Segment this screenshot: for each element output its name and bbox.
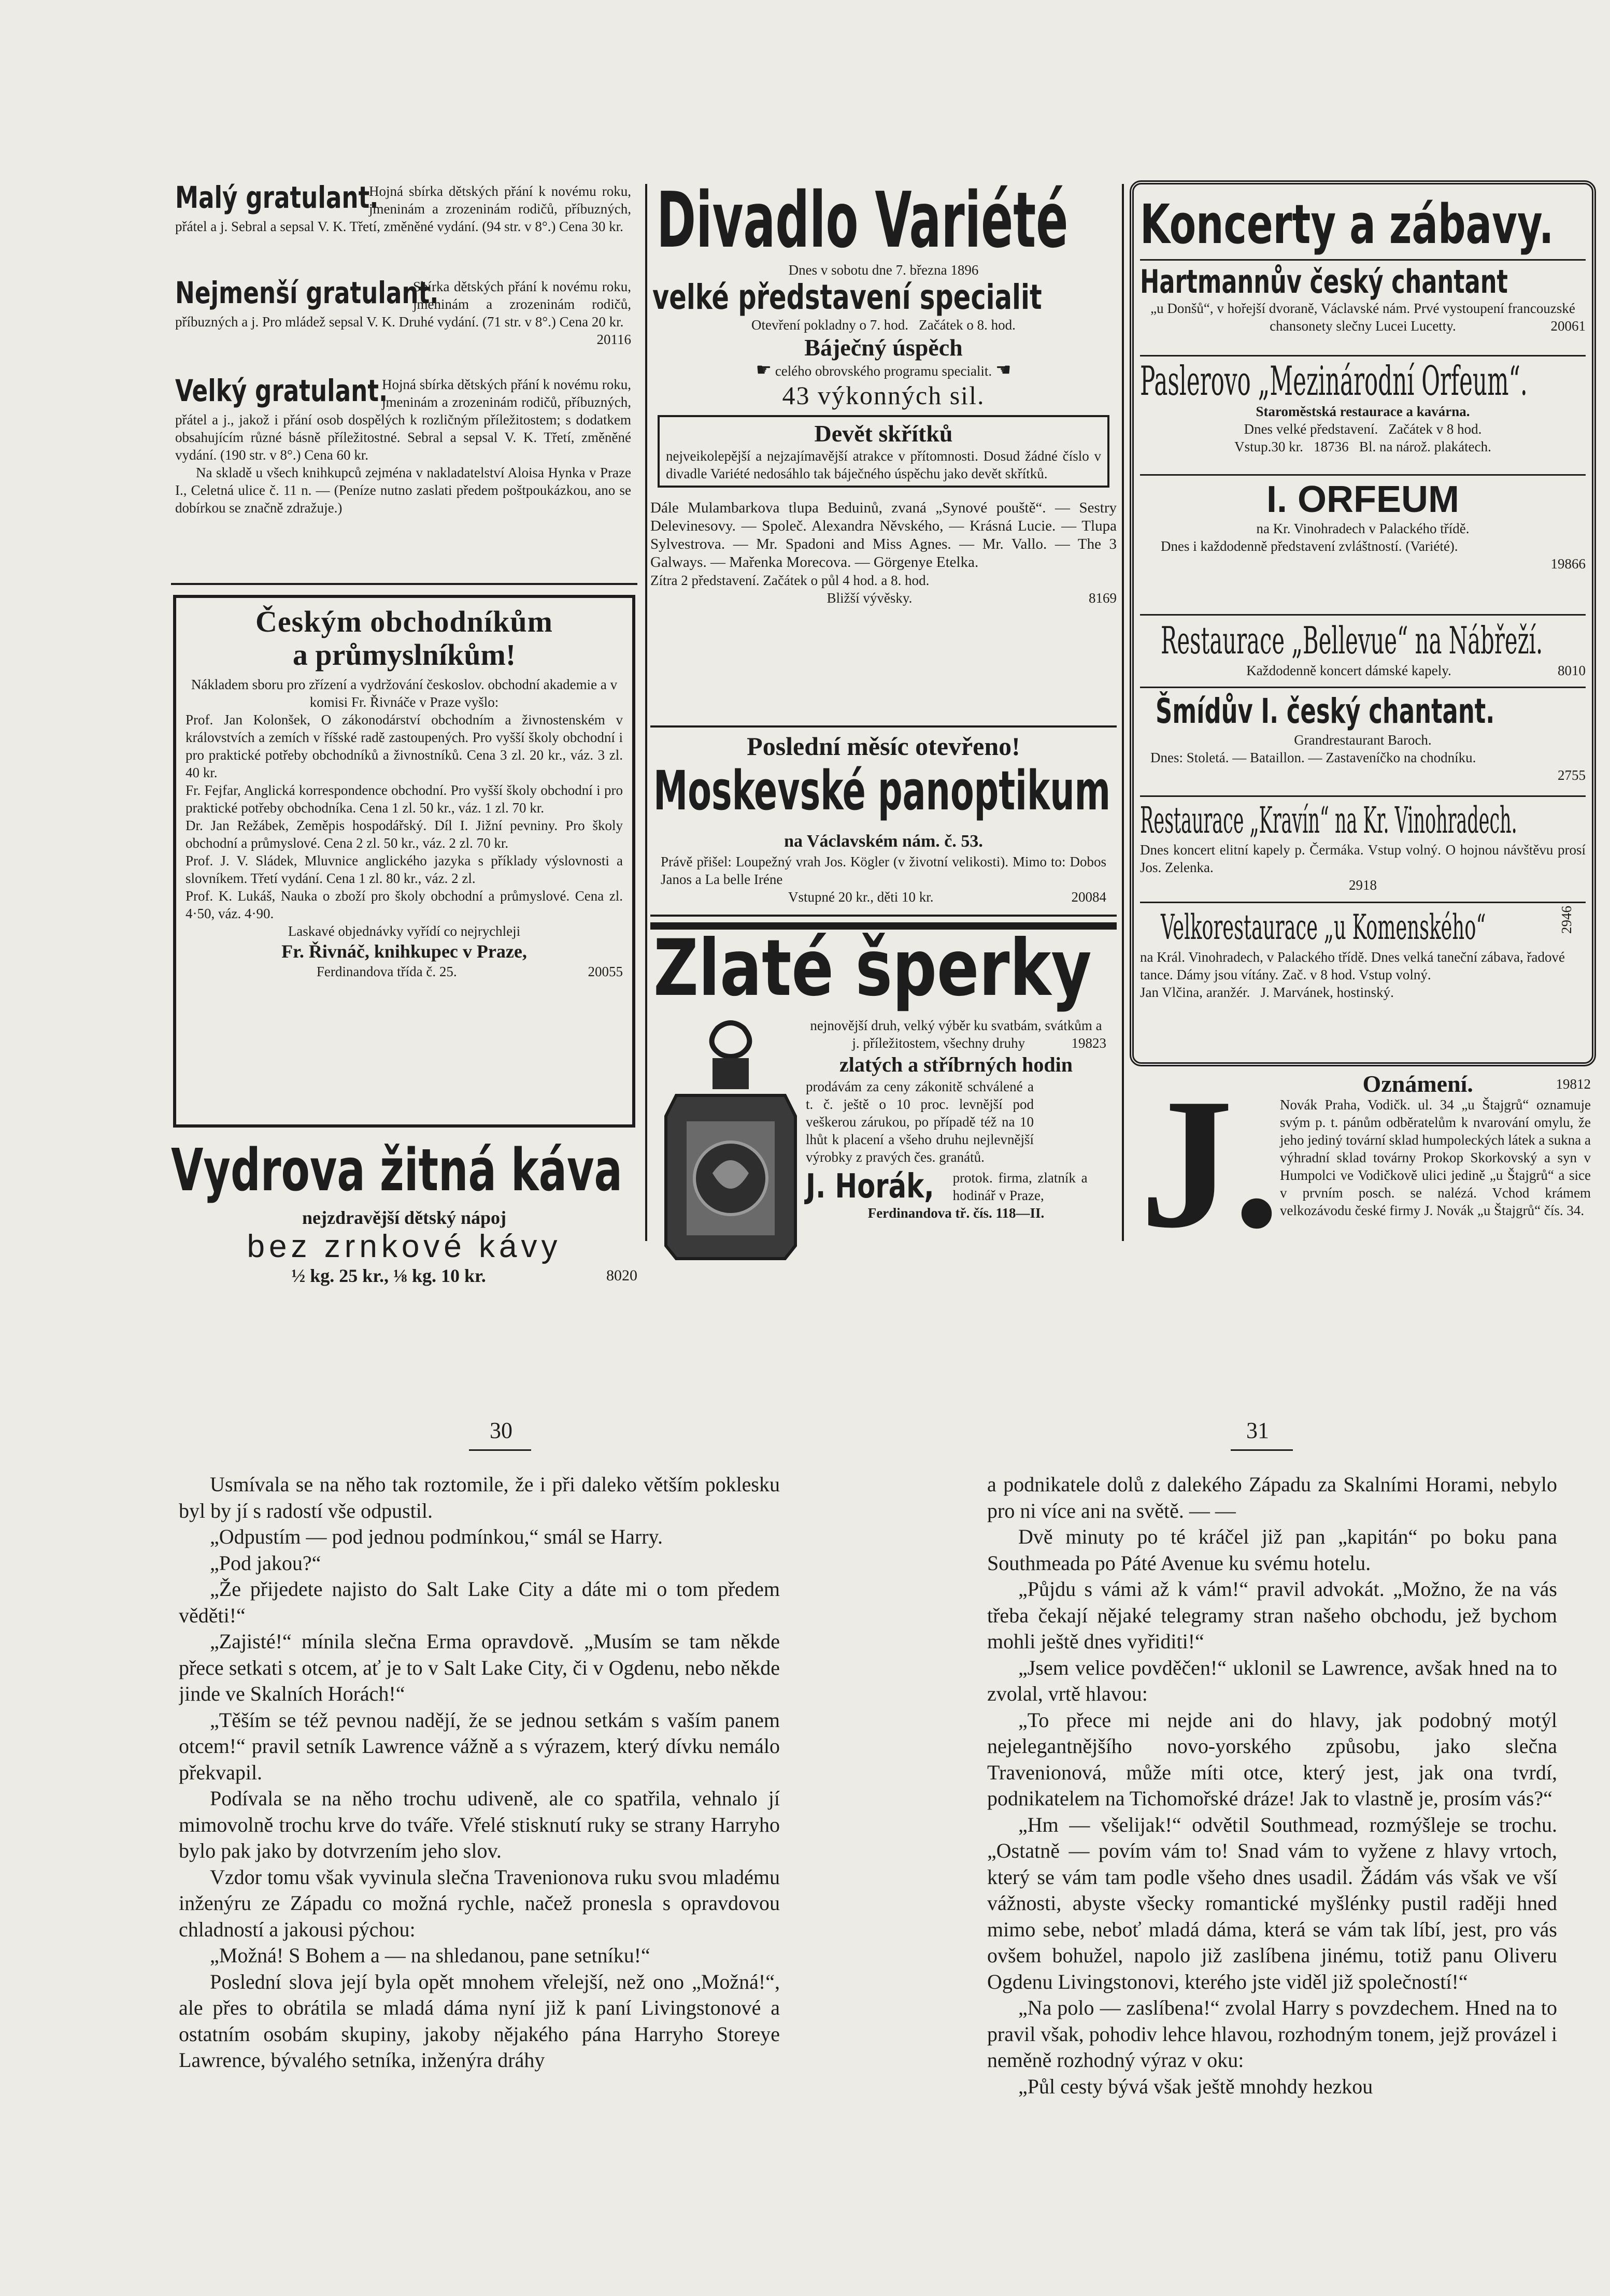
ad-title-2: a průmyslníkům! (292, 638, 516, 672)
paragraph: Vzdor tomu však vyvinula slečna Travenionova ruku svou mladému inženýru ze Západu co možná rychle, načež pronesla s opravdovou chladností a jakousi pýchou: (179, 1865, 780, 1941)
paragraph: a podnikatele dolů z dalekého Západu za Skalními Horami, nebylo pro ni více ani na světě. — — (987, 1473, 1557, 1522)
ad-firm-line (806, 1169, 1106, 1204)
ad-text: „u Donšů“, v hořejší dvoraně, Václavské nám. Prvé vystoupení francouzské chansonety slečny Lucei Lucetty. (1150, 301, 1575, 334)
ad-address: Ferdinandova tř. čís. 118—II. (867, 1205, 1045, 1221)
ad-title: Velkorestaurace „u Komenského“ (1161, 907, 1486, 947)
book-item: Prof. J. V. Sládek, Mluvnice anglického jazyka s příklady výslovnosti a slovníkem. Třetí vydání. Cena 1 zl. 80 kr., váz. 2 zl. (186, 853, 623, 886)
ad-text: Každodenně koncert dámské kapely. 8010 (1246, 663, 1586, 678)
ad-title: Oznámení. (1362, 1071, 1473, 1097)
ad-text: na Kr. Vinohradech v Palackého třídě. (1256, 521, 1470, 536)
right-ad-column (1130, 176, 1599, 1306)
ad-address: Ferdinandova třída č. 25. 20055 (316, 964, 623, 979)
ad-skritku-box (658, 415, 1109, 488)
ad-text: na Král. Vinohradech, v Palackého třídě. Dnes velká taneční zábava, řadové tance. Dámy jsou vítány. Zač. v 8 hod. Vstup volný. (1140, 949, 1565, 982)
ad-intro: Nákladem sboru pro zřízení a vydržování českoslov. obchodní akademie a v komisi Fr. Řivnáče v Praze vyšlo: (191, 677, 618, 710)
divider (1140, 474, 1586, 476)
ad-title: Moskevské panoptikum (653, 759, 1110, 822)
ad-title: Hartmannův český chantant (1140, 263, 1508, 301)
middle-ad-column (650, 176, 1117, 1306)
ad-entry: Vstupné 20 kr., děti 10 kr. 20084 (788, 889, 1106, 905)
ad-title: Šmídův I. český chantant. (1156, 691, 1495, 731)
paragraph: „Že přijedete najisto do Salt Lake City a dáte mi o tom předem věděti!“ (179, 1577, 780, 1627)
ad-bellevue (1140, 619, 1586, 679)
ad-price-line: ½ kg. 25 kr., ⅛ kg. 10 kr. 8020 (291, 1265, 637, 1286)
paragraph: „Hm — všelijak!“ odvětil Southmead, rozmýšleje se trochu. „Ostatně — povím vám to! Snad vám to vyžene z hlavy vrtoch, který se vám tam podle všeho dnes usadil. Žádám vás však ve vší vážnosti, abyste všecky romantické myšlénky pustil raději hned mimo sebe, neboť mladá dáma, která se vám tak líbí, jest, pro vás ovšem bohužel, napolo již zaslíbena jinému, totiž panu Oliveru Ogdenu Livingstonovi, kterého jste viděl již společností!“ (987, 1813, 1557, 1993)
divider (650, 915, 1117, 917)
ad-zlate-sperky (650, 922, 1117, 1292)
paragraph: „Jsem velice povděčen!“ uklonil se Lawrence, avšak hned na to zvolal, vrtě hlavou: (987, 1656, 1557, 1705)
ad-subtitle: Grandrestaurant Baroch. (1294, 732, 1432, 748)
book-item: Prof. Jan Kolonšek, O zákonodárství obchodním a živnostenském v královstvích a zemích v říšské radě zastoupených. Pro vyšší školy obchodní i pro praktické potřeby obchodníků a živnostníků. Cena 3 zl. 20 kr., váz. 3 zl. 40 kr. (186, 712, 623, 780)
ad-hartmann (1140, 264, 1586, 335)
ad-title: Nejmenší gratulant. (175, 275, 439, 310)
pointing-hand-left-icon: ☚ (995, 361, 1011, 380)
section-title-koncerty: Koncerty a zábavy. (1140, 193, 1554, 256)
ad-orfeum (1140, 479, 1586, 573)
ad-subtitle: Staroměstská restaurace a kavárna. (1256, 404, 1470, 419)
divider (171, 583, 637, 585)
ad-text: Dnes koncert elitní kapely p. Čermáka. Vstup volný. O hojnou návštěvu prosí Jos. Zelenka. (1140, 842, 1586, 875)
paragraph: „Půjdu s vámi až k vám!“ pravil advokát. „Možno, že na vás třeba čekají nějaké telegramy stran našeho obchodu, jež bychom mohli ještě dnes vyřiditi!“ (987, 1577, 1557, 1653)
ad-velky-gratulant (175, 373, 631, 517)
page-30-text (179, 1472, 780, 2218)
ad-code: 20061 (1550, 318, 1586, 334)
ad-text: Sbírka dětských přání k novému roku, jmeninám a zrozeninám rodičů, příbuzných a j. Pro mládež sepsal V. K. Druhé vydání. (71 str. v 8°.) Cena 20 kr. (175, 279, 631, 330)
ad-title-line (1140, 906, 1586, 948)
ad-code: 20116 (596, 332, 631, 347)
paragraph: „Pod jakou?“ (210, 1551, 321, 1575)
box-text: nejveikolepější a nejzajímavější atrakce v přítomnosti. Dosud žádné číslo v divadle Variété nedosáhlo tak báječného úspěchu jako devět skřítků. (666, 448, 1101, 481)
ad-smidu (1140, 692, 1586, 784)
ad-success: Báječný úspěch (804, 334, 963, 361)
divider (1140, 614, 1586, 616)
ad-poster: Bližší vývěsky. 8169 (827, 590, 1117, 606)
ad-panoptikum (650, 731, 1117, 906)
ad-kravin (1140, 800, 1586, 894)
ad-title: Restaurace „Kravín“ na Kr. Vinohradech. (1140, 799, 1517, 842)
page-number-underline (1231, 1449, 1293, 1451)
ad-title: Restaurace „Bellevue“ na Nábřeží. (1161, 619, 1543, 662)
page-number-31: 31 (1246, 1418, 1269, 1443)
divider (1140, 902, 1586, 903)
paragraph: Podívala se na něho trochu udiveně, ale co spatřila, vehnalo jí mimovolně trochu krve do tváře. Vřelé stisknutí ruky se strany Harryho bylo pak jako by dotvrzením jeho slov. (179, 1787, 780, 1862)
divider (650, 725, 1117, 728)
ad-title: Divadlo Variété (657, 176, 1068, 265)
ad-body (806, 1017, 1106, 1222)
paragraph: Usmívala se na něho tak roztomile, že i při daleko větším poklesku byl by jí s radostí vše odpustil. (179, 1473, 780, 1522)
ad-code: 2946 (1559, 906, 1574, 934)
page-number-underline (469, 1449, 531, 1451)
ad-text: Právě přišel: Loupežný vrah Jos. Kögler (v životní velikosti). Mimo to: Dobos Janos a La belle Iréne (661, 854, 1106, 887)
ad-date: Dnes v sobotu dne 7. března 1896 (788, 262, 979, 278)
ad-text: Dnes: Stoletá. — Bataillon. — Zastaveníčko na chodníku. (1150, 750, 1476, 765)
paragraph: Poslední slova její byla opět mnohem vřelejší, než ono „Možná!“, ale přes to obrátila se mladá dáma nyní již k paní Livingstonové a ostatním osobám skupiny, jakoby nějakého pána Harryho Storeye Lawrence, bývalého setníka, inženýra dráhy (179, 1970, 780, 2072)
ad-text-2: Jan Vlčina, aranžér. J. Marvánek, hostinský. (1140, 985, 1394, 1000)
ad-code: 19866 (1550, 556, 1586, 572)
ad-text-3: prodávám za ceny zákonitě schválené a t. č. ještě o 10 proc. levnější pod veškerou zárukou, po případě též na 10 lhůt k placení a všeho druhu nejlevnější výrobky z pravých čes. granátů. (806, 1079, 1034, 1165)
ad-firm: J. Horák, (806, 1167, 934, 1206)
ad-divadlo-variete (650, 176, 1117, 607)
ad-subtitle: nejzdravější dětský nápoj (302, 1207, 506, 1228)
ad-body (1280, 1071, 1591, 1219)
perfume-bottle-icon (656, 1018, 806, 1261)
column-divider (1122, 184, 1124, 1241)
ad-text-2: zlatých a stříbrných hodin (839, 1053, 1073, 1076)
book-item: Fr. Fejfar, Anglická korrespondence obchodní. Pro vyšší školy obchodní i pro praktické potřeby obchodníka. Cena 1 zl. 50 kr., váz. 1 zl. 70 kr. (186, 782, 623, 816)
ad-location: na Václavském nám. č. 53. (784, 832, 983, 851)
ad-firm: Fr. Řivnáč, knihkupec v Praze, (281, 941, 527, 962)
ad-code: 2755 (1558, 767, 1586, 783)
left-ad-column (171, 176, 637, 1342)
ad-banner: Poslední měsíc otevřeno! (747, 732, 1020, 761)
pointing-hand-icon: ☛ (756, 361, 772, 380)
ad-title: I. ORFEUM (1266, 479, 1459, 520)
paragraph: Dvě minuty po té kráčel již pan „kapitán“ po boku pana Southmeada po Páté Avenue ku svému hotelu. (987, 1525, 1557, 1575)
ad-title: Vydrova žitná káva (171, 1137, 622, 1204)
book-item: Dr. Jan Režábek, Zeměpis hospodářský. Díl I. Jižní pevniny. Pro školy obchodní a průmyslové. Cena 2 zl. 50 kr., váz. 2 zl. 70 kr. (186, 818, 623, 851)
ad-vydrova-kava (171, 1137, 637, 1287)
ad-big-letter: J. (1140, 1060, 1280, 1266)
page-31-text (987, 1472, 1557, 2218)
ad-text: Hojná sbírka dětských přání k novému roku, jmeninám a zrozeninám rodičů, příbuzných, přátel a j. Sebral a sepsal V. K. Třetí, změněné vydání. (94 str. v 8°.) Cena 30 kr. (175, 183, 631, 234)
ad-closing: Laskavé objednávky vyřídí co nejrychleji (288, 923, 521, 939)
ad-nejmensi-gratulant (175, 275, 631, 348)
ad-title: Velký gratulant. (175, 373, 388, 408)
ad-code: 19812 (1556, 1076, 1591, 1092)
paragraph: „Na polo — zaslíbena!“ zvolal Harry s povzdechem. Hned na to pravil však, pohodiv lehce hlavou, rozhodným tonem, jejž provázel i neměně rozhodný výraz v oku: (987, 1996, 1557, 2072)
ad-title: Českým obchodníkům (255, 605, 553, 638)
paragraph: „Těším se též pevnou nadějí, že se jednou setkám s vaším panem otcem!“ pravil setník Lawrence vážně a s výrazem, který dívku nemálo překvapil. (179, 1708, 780, 1784)
book-item: Prof. K. Lukáš, Nauka o zboží pro školy obchodní a průmyslové. Cena zl. 4·50, váz. 4·90. (186, 888, 623, 921)
paragraph: „Zajisté!“ mínila slečna Erma opravdově. „Musím se tam někde přece setkati s otcem, ať je to v Salt Lake City, či v Ogdenu, nebo někde jinde ve Skalních Horách!“ (179, 1630, 780, 1705)
ad-komensky (1140, 906, 1586, 1001)
page-number-30: 30 (490, 1418, 512, 1443)
ad-count: 43 výkonných sil. (782, 381, 985, 410)
ad-times: Otevření pokladny o 7. hod. Začátek o 8. hod. (751, 317, 1016, 333)
ad-text: Dnes velké představení. Začátek v 8 hod. (1244, 421, 1482, 437)
paragraph: „To přece mi nejde ani do hlavy, jak podobný motýl nejelegantnějšího novo-yorského způsobu, jako slečna Travenionová, může míti otce, který jest, jak ona tvrdí, podnikatelem na Tichomořské dráze! Jak to vlastně je, prosím vás?“ (987, 1708, 1557, 1810)
ad-subtitle-2: bez zrnkové kávy (247, 1229, 562, 1264)
ad-text: Novák Praha, Vodičk. ul. 34 „u Štajgrů“ oznamuje svým p. t. pánům odběratelům k nvarování omylu, že jeho jediný tovární sklad humpoleckých látek a sukna a výhradní sklad továrny Prokop Skorkovský a syn v Humpolci ve Vodičkově ulici jedině „u Štajgrů“ a sice v prvním posch. se nalézá. Vchod krámem velkozávodu české firmy J. Novák „u Štajgrů“ čís. 34. (1280, 1097, 1591, 1218)
ad-obchodnikum (173, 595, 635, 1128)
divider (1140, 687, 1586, 688)
ad-title: Paslerovo „Mezinárodní Orfeum“. (1140, 358, 1528, 405)
paragraph: „Možná! S Bohem a — na shledanou, pane setníku!“ (210, 1944, 650, 1967)
ad-headline: velké představení specialit (652, 277, 1042, 317)
ad-orfeum-mezinarodni (1140, 360, 1586, 455)
ad-maly-gratulant (175, 182, 631, 235)
ad-firm-desc: protok. firma, zlatník a hodinář v Praze, (952, 1170, 1088, 1203)
ad-title: Zlaté šperky (653, 923, 1092, 1014)
divider (1140, 355, 1586, 356)
paragraph: „Půl cesty bývá však ještě mnohdy hezkou (1018, 2074, 1373, 2098)
box-title: Devět skřítků (814, 420, 953, 447)
ad-program: ☛ celého obrovského programu specialit. ☚ (756, 361, 1011, 380)
divider (1140, 259, 1586, 261)
divider (1140, 795, 1586, 797)
ad-title: Malý gratulant. (175, 180, 379, 215)
ad-code: 2918 (1349, 877, 1377, 893)
ad-text-2: Vstup.30 kr. 18736 Bl. na nárož. plakátech. (1234, 439, 1491, 454)
ad-title-line (1280, 1071, 1591, 1097)
ad-tomorrow: Zítra 2 představení. Začátek o půl 4 hod. a 8. hod. (650, 573, 930, 588)
ad-text-1: nejnovější druh, velký výběr ku svatbám, svátkům a j. příležitostem, všechny druhy 19823 (810, 1018, 1106, 1051)
ad-publisher-note: Na skladě u všech knihkupců zejména v nakladatelství Aloisa Hynka v Praze I., Celetná ulice č. 11 n. — (Peníze nutno zaslati předem poštpoukázkou, ano se dobírkou se značně zdražuje.) (175, 465, 631, 516)
ad-more: Dále Mulambarkova tlupa Beduinů, zvaná „Synové pouště“. — Sestry Delevinesovy. — Společ. Alexandra Něvského, — Krásná Lucie. — Tlupa Sylvestrova. — Mr. Spadoni and Miss Agnes. — Mr. Vallo. — The 3 Galways. — Mařenka Morecova. — Görgenye Etelka. (650, 500, 1117, 571)
paragraph: „Odpustím — pod jednou podmínkou,“ smál se Harry. (210, 1525, 663, 1548)
ad-text-2: Dnes i každodenně představení zvláštností. (Variété). (1161, 538, 1458, 554)
ad-text: Hojná sbírka dětských přání k novému roku, jmeninám a zrozeninám rodičů, příbuzných, přátel a j., jakož i přání osob dospělých k rozličným příležitostem; s dodatkem obsahujícím různé básně příležitostné. Sebral a sepsal V. K. Třetí, změněné vydání. (190 str. v 8°.) Cena 60 kr. (175, 377, 631, 463)
column-divider (645, 184, 647, 1241)
